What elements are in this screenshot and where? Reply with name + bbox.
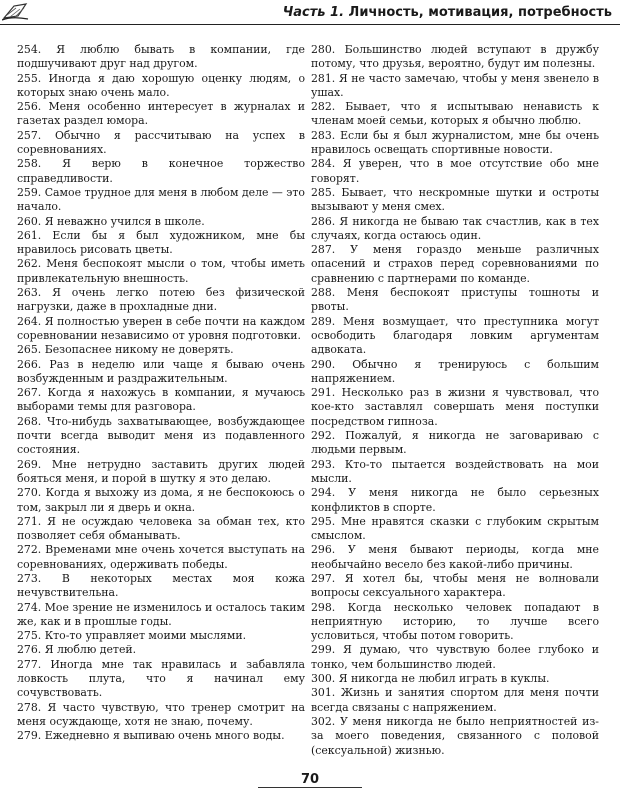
question-item: 301. Жизнь и занятия спортом для меня почти всегда связаны с напряжением.: [311, 686, 599, 714]
question-item: 274. Мое зрение не изменилось и осталось таким же, как и в прошлые годы.: [17, 600, 305, 628]
question-item: 273. В некоторых местах моя кожа нечувствительна.: [17, 571, 305, 600]
question-item: 258. Я верю в конечное торжество справедливости.: [17, 157, 305, 185]
footer-rule: [258, 787, 362, 788]
question-item: 299. Я думаю, что чувствую более глубоко и тонко, чем большинство людей.: [311, 643, 599, 671]
question-item: 290. Обычно я тренируюсь с большим напряжением.: [311, 357, 599, 385]
question-item: 267. Когда я нахожусь в компании, я мучаюсь выборами темы для разговора.: [17, 386, 305, 414]
question-item: 277. Иногда мне так нравилась и забавляла ловкость плута, что я начинал ему сочувствовать.: [17, 657, 305, 700]
question-item: 284. Я уверен, что в мое отсутствие обо мне говорят.: [311, 157, 599, 185]
question-item: 269. Мне нетрудно заставить других людей бояться меня, и порой в шутку я это делаю.: [17, 457, 305, 485]
question-item: 259. Самое трудное для меня в любом деле — это начало.: [17, 185, 305, 214]
question-item: 254. Я люблю бывать в компании, где подшучивают друг над другом.: [17, 43, 305, 71]
question-item: 270. Когда я выхожу из дома, я не беспокоюсь о том, закрыл ли я дверь и окна.: [17, 486, 305, 514]
question-item: 275. Кто-то управляет моими мыслями.: [17, 629, 247, 643]
chapter-title: Личность, мотивация, потребность: [348, 5, 612, 20]
question-item: 265. Безопаснее никому не доверять.: [17, 343, 234, 357]
question-item: 298. Когда несколько человек попадают в неприятную историю, то лучше всего условиться, чтобы потом говорить.: [311, 600, 599, 643]
left-column: [17, 43, 305, 744]
question-item: 256. Меня особенно интересует в журналах и газетах раздел юмора.: [17, 100, 305, 128]
question-item: 286. Я никогда не бываю так счастлив, как в тех случаях, когда остаюсь один.: [311, 214, 599, 242]
question-item: 288. Меня беспокоят приступы тошноты и рвоты.: [311, 286, 599, 314]
question-item: 268. Что-нибудь захватывающее, возбуждающее почти всегда выводит меня из подавленного состояния.: [17, 414, 305, 457]
question-item: 278. Я часто чувствую, что тренер смотрит на меня осуждающе, хотя не знаю, почему.: [17, 700, 305, 728]
part-label: Часть 1.: [282, 5, 345, 20]
question-item: 276. Я люблю детей.: [17, 643, 137, 657]
header-rule: [0, 24, 620, 25]
question-item: 302. У меня никогда не было неприятностей из-за моего поведения, связанного с половой (сексуальной) жизнью.: [311, 714, 599, 757]
question-item: 285. Бывает, что нескромные шутки и остроты вызывают у меня смех.: [311, 185, 599, 214]
page-number: 70: [300, 772, 320, 787]
page-footer: [0, 768, 620, 787]
page-header: [0, 0, 620, 27]
question-item: 287. У меня гораздо меньше различных опасений и страхов перед соревнованиями по сравнению с партнерами по команде.: [311, 243, 599, 285]
running-header: [150, 5, 612, 20]
question-item: 260. Я неважно учился в школе.: [17, 214, 205, 228]
question-item: 289. Меня возмущает, что преступника могут освободить благодаря ловким аргументам адвоката.: [311, 314, 599, 357]
question-item: 280. Большинство людей вступают в дружбу потому, что друзья, вероятно, будут им полезны.: [311, 43, 599, 71]
right-column: [311, 43, 599, 758]
question-item: 297. Я хотел бы, чтобы меня не волновали вопросы сексуального характера.: [311, 571, 599, 600]
question-item: 279. Ежедневно я выпиваю очень много воды.: [17, 729, 285, 743]
question-item: 292. Пожалуй, я никогда не заговариваю с людьми первым.: [311, 429, 599, 457]
question-item: 255. Иногда я даю хорошую оценку людям, о которых знаю очень мало.: [17, 71, 305, 99]
question-item: 271. Я не осуждаю человека за обман тех, кто позволяет себя обманывать.: [17, 514, 305, 543]
question-item: 283. Если бы я был журналистом, мне бы очень нравилось освещать спортивные новости.: [311, 128, 599, 157]
question-item: 281. Я не часто замечаю, чтобы у меня звенело в ушах.: [311, 71, 599, 99]
question-item: 263. Я очень легко потею без физической нагрузки, даже в прохладные дни.: [17, 286, 305, 314]
question-item: 295. Мне нравятся сказки с глубоким скрытым смыслом.: [311, 514, 599, 543]
question-item: 264. Я полностью уверен в себе почти на каждом соревновании независимо от уровня подготовки.: [17, 314, 305, 342]
question-item: 262. Меня беспокоят мысли о том, чтобы иметь привлекательную внешность.: [17, 257, 305, 285]
question-item: 300. Я никогда не любил играть в куклы.: [311, 672, 550, 686]
question-item: 272. Временами мне очень хочется выступать на соревнованиях, одерживать победы.: [17, 543, 305, 571]
question-item: 266. Раз в неделю или чаще я бываю очень возбужденным и раздражительным.: [17, 357, 305, 385]
book-ornament-icon: [2, 2, 30, 22]
question-item: 294. У меня никогда не было серьезных конфликтов в спорте.: [311, 486, 599, 514]
question-item: 282. Бывает, что я испытываю ненависть к членам моей семьи, которых я обычно люблю.: [311, 100, 599, 128]
question-item: 296. У меня бывают периоды, когда мне необычайно весело без какой-либо причины.: [311, 543, 599, 571]
question-item: 257. Обычно я рассчитываю на успех в соревнованиях.: [17, 128, 305, 157]
question-item: 261. Если бы я был художником, мне бы нравилось рисовать цветы.: [17, 228, 305, 257]
question-item: 293. Кто-то пытается воздействовать на мои мысли.: [311, 457, 599, 485]
question-item: 291. Несколько раз в жизни я чувствовал, что кое-кто заставлял совершать меня поступки посредством гипноза.: [311, 386, 599, 428]
